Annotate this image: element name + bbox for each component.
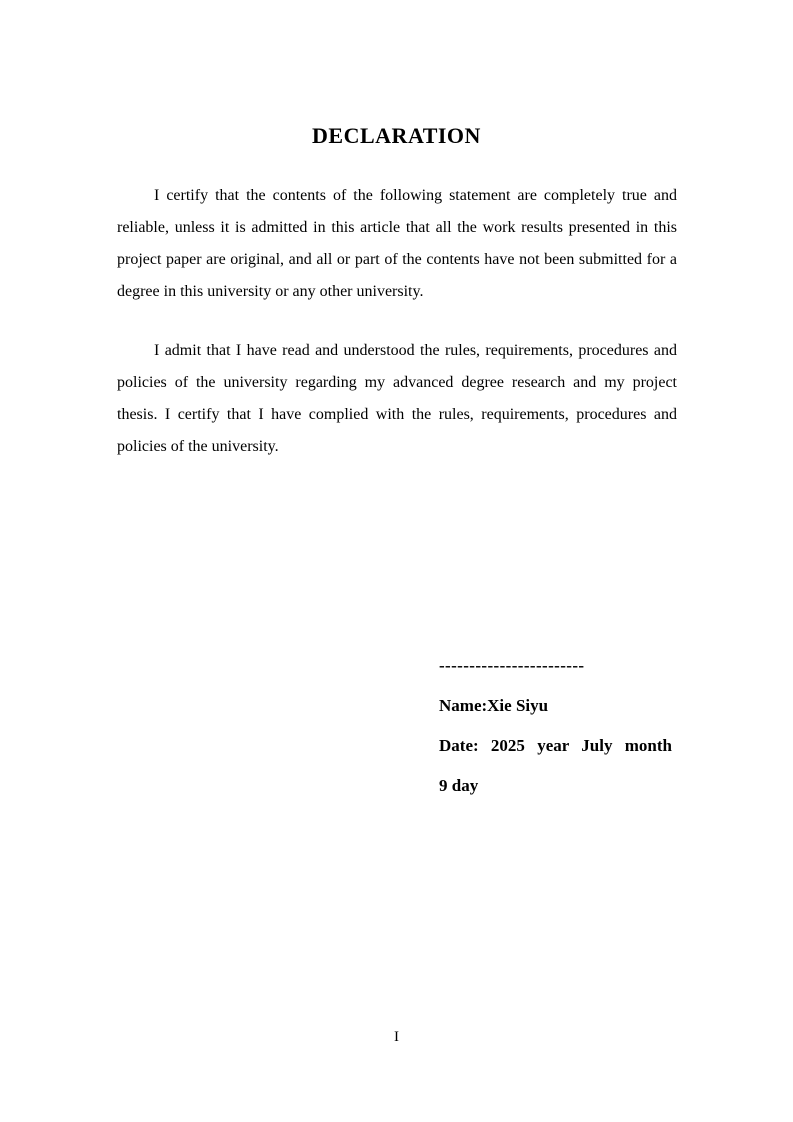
body-text [117,180,677,463]
paragraph-line: I admit that I have read and understood the rules, requirements, procedures and [154,342,677,359]
paragraph-line: I certify that the contents of the following statement are completely true and [154,187,677,204]
paragraph-line: project paper are original, and all or part of the contents have not been submitted for a [117,251,677,268]
signature-day: 9 day [439,776,479,795]
signature-name: Name:Xie Siyu [439,696,549,715]
paragraph-line: thesis. I certify that I have complied with the rules, requirements, procedures and [117,406,677,423]
paragraph-2 [117,335,677,463]
paragraph-line: degree in this university or any other university. [117,283,424,300]
page-number: I [394,1029,399,1045]
page-title: DECLARATION [312,123,481,148]
paragraph-line: reliable, unless it is admitted in this article that all the work results presented in this [117,219,677,236]
signature-dashed-line: ------------------------ [439,656,585,675]
paragraph-1 [117,180,677,308]
paragraph-line: policies of the university regarding my advanced degree research and my project [117,374,677,391]
signature-date: Date: 2025 year July month [439,736,672,755]
paragraph-line: policies of the university. [117,438,279,455]
signature-block [439,646,672,806]
